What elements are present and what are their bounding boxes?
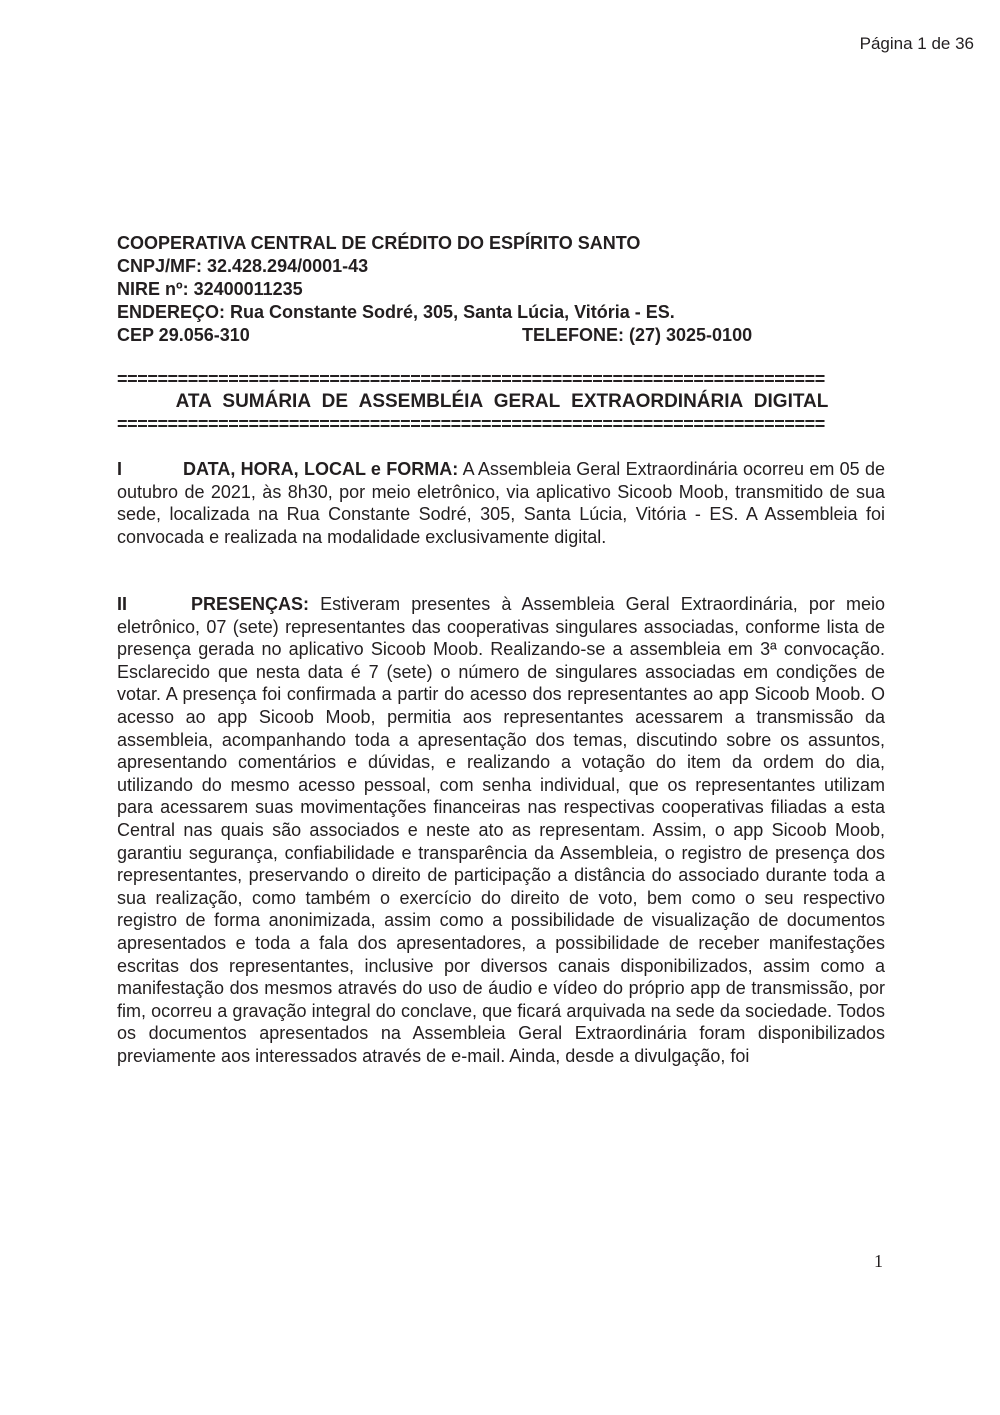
section-number: I: [117, 459, 123, 479]
page-number: 1: [874, 1251, 883, 1271]
section-body: Estiveram presentes à Assembleia Geral Extraordinária, por meio eletrônico, 07 (sete) representantes das cooperativas singulares associadas, conforme lista de presença gerada no aplicativo Sicoob Moob. Realizando-se a assembleia em 3ª convocação. Esclarecido que nesta data é 7 (sete) o número de singulares associadas em condições de votar. A presença foi confirmada a partir do acesso dos representantes ao app Sicoob Moob. O acesso ao app Sicoob Moob, permitia aos representantes acessarem a transmissão da assembleia, acompanhando toda a apresentação dos temas, discutindo sobre os assuntos, apresentando comentários e dúvidas, e realizando a votação do item da ordem do dia, utilizando do mesmo acesso pessoal, com senha individual, que os representantes utilizam para acessarem suas movimentações financeiras nas respectivas cooperativas filiadas a esta Central nas quais são associados e neste ato as representam. Assim, o app Sicoob Moob, garantiu segurança, confiabilidade e transparência da Assembleia, o registro de presença dos representantes, preservando o direito de participação a distância do associado durante toda a sua realização, como também o exercício do direito de voto, bem como o seu respectivo registro de forma anonimizada, assim como a possibilidade de visualização de documentos apresentados e toda a fala dos apresentadores, a possibilidade de receber manifestações escritas dos representantes, inclusive por diversos canais disponibilizados, assim como a manifestação dos mesmos através do uso de áudio e vídeo do próprio app de transmissão, por fim, ocorreu a gravação integral do conclave, que ficará arquivada na sede da sociedade. Todos os documentos apresentados na Assembleia Geral Extraordinária foram disponibilizados previamente aos interessados através de e-mail. Ainda, desde a divulgação, foi: [117, 594, 885, 1066]
company-address: ENDEREÇO: Rua Constante Sodré, 305, Santa Lúcia, Vitória - ES.: [117, 302, 675, 322]
separator-top: ======================================================================: [117, 369, 825, 389]
page-counter: Página 1 de 36: [859, 34, 974, 53]
company-cnpj: CNPJ/MF: 32.428.294/0001-43: [117, 256, 369, 276]
section-number: II: [117, 594, 128, 614]
section-presencas: [117, 593, 885, 1067]
section-heading: PRESENÇAS:: [191, 594, 310, 614]
company-nire: NIRE nº: 32400011235: [117, 279, 303, 299]
company-cep: CEP 29.056-310: [117, 325, 250, 345]
section-heading: DATA, HORA, LOCAL e FORMA:: [183, 459, 459, 479]
section-data-hora-local: [117, 458, 885, 548]
company-phone: TELEFONE: (27) 3025-0100: [522, 325, 753, 345]
company-header: [117, 232, 887, 347]
cep-phone-row: [117, 324, 887, 347]
section-body: A Assembleia Geral Extraordinária ocorreu em 05 de outubro de 2021, às 8h30, por meio eletrônico, via aplicativo Sicoob Moob, transmitido de sua sede, localizada na Rua Constante Sodré, 305, Santa Lúcia, Vitória - ES. A Assembleia foi convocada e realizada na modalidade exclusivamente digital.: [117, 459, 885, 547]
company-name: COOPERATIVA CENTRAL DE CRÉDITO DO ESPÍRITO SANTO: [117, 233, 641, 253]
separator-bottom: ======================================================================: [117, 414, 825, 434]
document-title: ATA SUMÁRIA DE ASSEMBLÉIA GERAL EXTRAORDINÁRIA DIGITAL: [175, 391, 829, 412]
